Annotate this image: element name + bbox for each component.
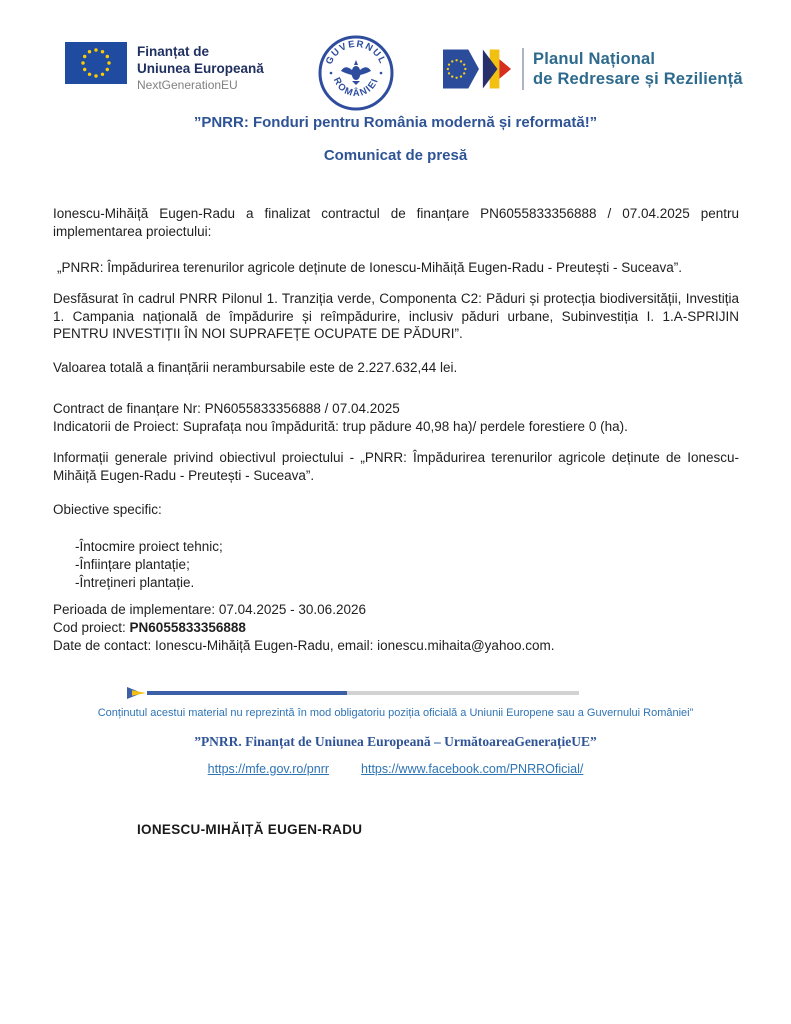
paragraph-total-value: Valoarea totală a finanțării nerambursabile este de 2.227.632,44 lei. xyxy=(53,360,458,375)
line-project-indicators: Indicatorii de Proiect: Suprafața nou împădurită: trup pădure 40,98 ha)/ perdele forestiere 0 (ha). xyxy=(53,419,628,434)
pnrr-chevrons-icon xyxy=(443,47,513,91)
seal-bottom-text: ROMÂNIEI xyxy=(330,75,382,100)
pnrr-logo-text xyxy=(533,49,743,89)
link-mfe-gov[interactable]: https://mfe.gov.ro/pnrr xyxy=(207,762,330,776)
signature-name: IONESCU-MIHĂIȚĂ EUGEN-RADU xyxy=(137,822,363,837)
line-project-code xyxy=(53,619,739,637)
project-code-value: PN6055833356888 xyxy=(129,620,246,635)
seal-top-text: GUVERNUL xyxy=(323,38,389,67)
pnrr-logo-separator xyxy=(522,48,524,90)
eu-logo-line3: NextGenerationEU xyxy=(137,78,238,92)
paragraph-program-details: Desfăsurat în cadrul PNRR Pilonul 1. Tranziția verde, Componenta C2: Păduri și protecția biodiversității, Investiția 1. Campania națională de împădurire și reîmpădurire, inclusiv păduri urbane, Subinvestiția I. 1.A-SPRIJIN PENTRU INVESTIȚII ÎN NOI SUPRAFEȚE OCUPATE DE PĂDURI”. xyxy=(53,291,739,341)
pnrr-logo-line1: Planul Național xyxy=(533,50,656,68)
pnrr-logo-line2: de Redresare și Reziliență xyxy=(533,70,743,88)
footer-slogan: ”PNRR. Finanțat de Uniunea Europeană – UrmătoareaGenerațieUE” xyxy=(194,734,597,749)
eu-funding-logo xyxy=(65,42,264,94)
paragraph-project-name: „PNRR: Împădurirea terenurilor agricole deținute de Ionescu-Mihăiță Eugen-Radu - Preutești - Suceava”. xyxy=(57,260,683,275)
eu-logo-line1: Finanțat de xyxy=(137,44,210,59)
divider-blue-bar xyxy=(147,691,347,695)
link-facebook-pnrr[interactable]: https://www.facebook.com/PNRROficial/ xyxy=(361,762,584,776)
paragraph-general-info: Informații generale privind obiectivul proiectului - „PNRR: Împădurirea terenurilor agricole deținute de Ionescu-Mihăiță Eugen-Radu - Preutești - Suceava”. xyxy=(53,450,739,483)
objective-item-1: -Întocmire proiect tehnic; xyxy=(75,539,223,554)
document-title: ”PNRR: Fonduri pentru România modernă și reformată!” xyxy=(193,114,598,131)
line-contract-number: Contract de finanțare Nr: PN6055833356888 / 07.04.2025 xyxy=(53,401,400,416)
objectives-label: Obiective specific: xyxy=(53,502,162,517)
objective-item-3: -Întrețineri plantație. xyxy=(75,575,195,590)
eu-logo-line2: Uniunea Europeană xyxy=(137,61,264,76)
project-code-label: Cod proiect: xyxy=(53,620,130,635)
paragraph-intro: Ionescu-Mihăiță Eugen-Radu a finalizat contractul de finanțare PN6055833356888 / 07.04.2025 pentru implementarea proiectului: xyxy=(53,206,739,239)
footer-divider xyxy=(127,686,579,700)
footer-links xyxy=(0,762,791,776)
guvernul-romaniei-seal-icon xyxy=(317,34,395,112)
document-subtitle: Comunicat de presă xyxy=(323,147,468,164)
footer-disclaimer: Conținutul acestui material nu reprezintă în mod obligatoriu poziția oficială a Uniunii Europene sau a Guvernului României” xyxy=(97,707,694,719)
eu-logo-text xyxy=(137,42,264,94)
objective-item-2: -Înființare plantație; xyxy=(75,557,190,572)
divider-gray-bar xyxy=(347,691,579,695)
pnrr-logo xyxy=(443,47,743,91)
line-implementation-period: Perioada de implementare: 07.04.2025 - 30.06.2026 xyxy=(53,602,366,617)
eu-flag-icon xyxy=(65,42,127,84)
government-seal xyxy=(317,34,395,117)
divider-arrow-icon xyxy=(127,686,149,700)
line-contact: Date de contact: Ionescu-Mihăiță Eugen-Radu, email: ionescu.mihaita@yahoo.com. xyxy=(53,638,555,653)
